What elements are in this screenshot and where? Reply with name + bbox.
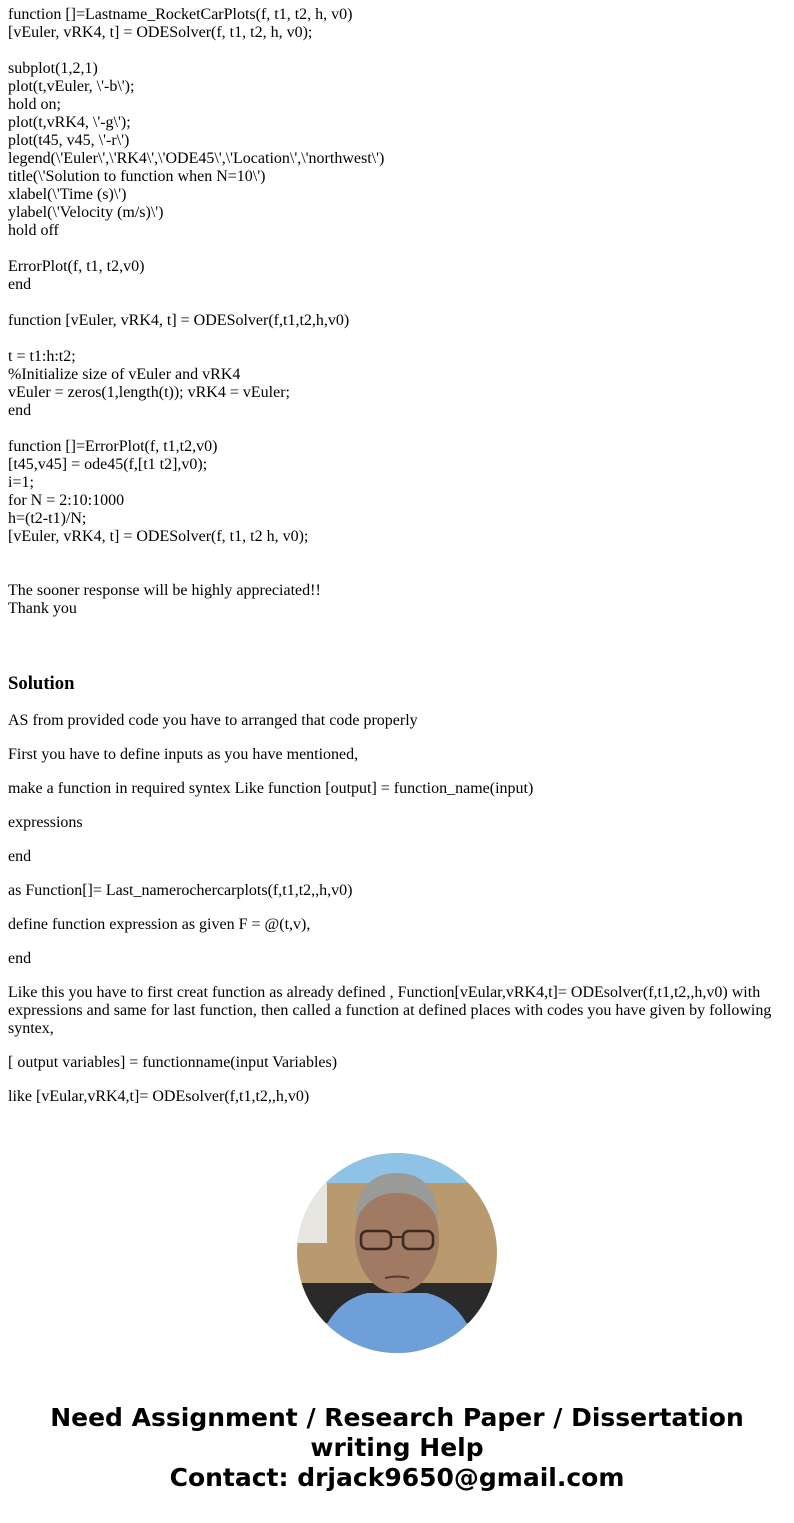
solution-paragraph: First you have to define inputs as you have mentioned, [8,746,359,763]
solution-heading: Solution [8,673,75,694]
footer-contact: Contact: drjack9650@gmail.com [169,1463,625,1492]
footer-line: Need Assignment / Research Paper / Dissertation [50,1403,744,1432]
solution-paragraph: [ output variables] = functionname(input Variables) [8,1054,338,1071]
solution-paragraph: as Function[]= Last_namerochercarplots(f,t1,t2,,h,v0) [8,882,353,899]
solution-paragraph: AS from provided code you have to arranged that code properly [8,712,418,729]
solution-section [8,672,786,1122]
question-code: function []=Lastname_RocketCarPlots(f, t1, t2, h, v0) [vEuler, vRK4, t] = ODESolver(f, t1, t2, h, v0); subplot(1,2,1) plot(t,vEuler, \'-b\'); hold on; plot(t,vRK4, \'-g\'); plot(t45, v45, \'-r\') legend(\'Euler\',\'RK4\',\'ODE45\',\'Location\',\'northwest\') title(\'Solution to function when N=10\') xlabel(\'Time (s)\') ylabel(\'Velocity (m/s)\') hold off ErrorPlot(f, t1, t2,v0) end function [vEuler, vRK4, t] = ODESolver(f,t1,t2,h,v0) t = t1:h:t2; %Initialize size of vEuler and vRK4 vEuler = zeros(1,length(t)); vRK4 = vEuler; end function []=ErrorPlot(f, t1,t2,v0) [t45,v45] = ode45(f,[t1 t2],v0); i=1; for N = 2:10:1000 h=(t2-t1)/N; [vEuler, vRK4, t] = ODESolver(f, t1, t2 h, v0); The sooner response will be highly appreciated!! Thank you [8,6,385,617]
solution-paragraph: Like this you have to first creat function as already defined , Function[vEular,vRK4,t]= ODEsolver(f,t1,t2,,h,v0) with expressions and same for last function, then called a function at defined places with codes you have given by following syntex, [8,984,772,1037]
solution-paragraph: make a function in required syntex Like function [output] = function_name(input) [8,780,534,797]
footer-line: writing Help [310,1433,484,1462]
solution-paragraph: end [8,848,32,865]
solution-paragraph: define function expression as given F = @(t,v), [8,916,311,933]
solution-paragraph: end [8,950,32,967]
contact-footer [0,1403,794,1493]
author-avatar [297,1153,497,1353]
solution-paragraph: like [vEular,vRK4,t]= ODEsolver(f,t1,t2,,h,v0) [8,1088,310,1105]
solution-paragraph: expressions [8,814,83,831]
